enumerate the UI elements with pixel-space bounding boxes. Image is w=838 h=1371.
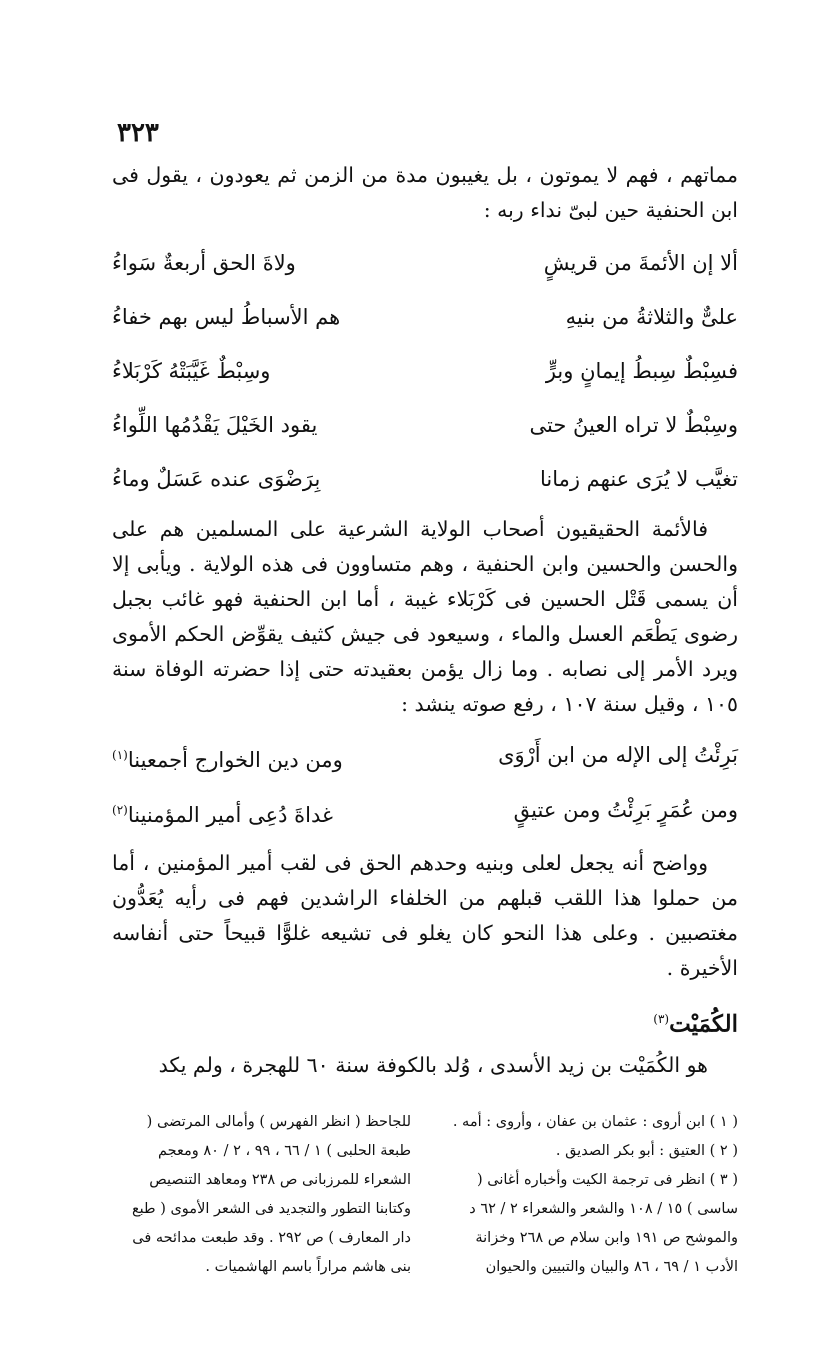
section-heading xyxy=(112,996,738,1048)
verse-line xyxy=(112,398,738,452)
intro-paragraph: مماتهم ، فهم لا يموتون ، بل يغيبون مدة من الزمن ثم يعودون ، يقول فى ابن الحنفية حين لبىّ نداء ربه : xyxy=(112,163,738,222)
footnotes xyxy=(112,1108,738,1282)
hemistich: علىٌّ والثلاثةُ من بنيهِ xyxy=(565,305,738,329)
hemistich xyxy=(438,785,738,840)
page-number: ٣٢٣ xyxy=(117,118,159,148)
hemistich: وسِبْطٌ لا تراه العينُ حتى xyxy=(529,413,738,437)
footnotes-left-column xyxy=(112,1108,411,1282)
hemistich xyxy=(112,785,412,840)
hemistich: وسِبْطٌ غَيَّبَتْهُ كَرْبَلاءُ xyxy=(112,359,271,383)
main-text xyxy=(112,158,738,1083)
footnote: ( ١ ) ابن أروى : عثمان بن عفان ، وأروى : أمه . xyxy=(452,1114,738,1130)
footnote: ( ٣ ) انظر فى ترجمة الكيت وأخباره أغانى ( ساسى ) ١٥ / ١٠٨ والشعر والشعراء ٢ / ٦٢ د والموشح ص ١٩١ وابن سلام ص ٢٦٨ وخزانة الأدب ١ / ٦٩ ، ٨٦ والبيان والتبيين والحيوان xyxy=(469,1172,738,1275)
footnote-ref: (١) xyxy=(112,748,128,762)
hemistich: ألا إن الأئمةَ من قريشٍ xyxy=(543,251,738,275)
hemistich: تغيَّب لا يُرَى عنهم زمانا xyxy=(539,467,738,491)
paragraph-commander: وواضح أنه يجعل لعلى وبنيه وحدهم الحق فى لقب أمير المؤمنين ، أما من حملوا هذا اللقب قبلهم من الخلفاء الراشدين فهم فى رأيه يُعَدُّون مغتصبين . وعلى هذا النحو كان يغلو فى تشيعه غلوًّا قبيحاً حتى أنفاسه الأخيرة . xyxy=(112,851,738,980)
hemistich: ولاةَ الحق أربعةٌ سَواءُ xyxy=(112,251,296,275)
hemistich-text: ومن دين الخوارج أجمعينا xyxy=(127,748,343,772)
hemistich xyxy=(112,730,412,785)
hemistich: يقود الخَيْلَ يَقْدُمُها اللِّواءُ xyxy=(112,413,318,437)
hemistich: فسِبْطٌ سِبطُ إيمانٍ وبرٍّ xyxy=(545,359,738,383)
footnote-continued: للجاحظ ( انظر الفهرس ) وأمالى المرتضى ( طبعة الحلبى ) ١ / ٦٦ ، ٩٩ ، ٢ / ٨٠ ومعجم الشعراء للمرزبانى ص ٢٣٨ ومعاهد التنصيص وكتابنا التطور والتجديد فى الشعر الأموى ( طبع دار المعارف ) ص ٢٩٢ . وقد طبعت مدائحه فى بنى هاشم مراراً باسم الهاشميات . xyxy=(131,1114,411,1275)
heading-text: الكُمَيْت xyxy=(669,1010,738,1038)
verse-line xyxy=(112,452,738,506)
verse-line xyxy=(112,730,738,785)
footnotes-right-column xyxy=(439,1108,738,1282)
footnote: ( ٢ ) العتيق : أبو بكر الصديق . xyxy=(555,1143,738,1159)
hemistich xyxy=(438,730,738,785)
hemistich-text: ومن عُمَرٍ بَرِئْتُ ومن عتيقٍ xyxy=(513,798,738,822)
hemistich-text: غداةَ دُعِى أمير المؤمنينا xyxy=(127,803,333,827)
verse-line xyxy=(112,290,738,344)
hemistich-text: بَرِئْتُ إلى الإله من ابن أَرْوَى xyxy=(498,743,738,767)
verse-line xyxy=(112,236,738,290)
footnote-ref: (٢) xyxy=(112,803,128,817)
poem-second xyxy=(112,730,738,840)
paragraph-kumayt: هو الكُمَيْت بن زيد الأسدى ، وُلد بالكوفة سنة ٦٠ للهجرة ، ولم يكد xyxy=(158,1052,708,1077)
verse-line xyxy=(112,344,738,398)
poem-first xyxy=(112,236,738,506)
hemistich: بِرَضْوَى عنده عَسَلٌ وماءُ xyxy=(112,467,321,491)
paragraph-imams: فالأئمة الحقيقيون أصحاب الولاية الشرعية على المسلمين هم على والحسن والحسين وابن الحنفية ، وهم متساوون فى هذه الولاية . ويأبى إلا أن يسمى قَتْل الحسين فى كَرْبَلاء غيبة ، أما ابن الحنفية فهو غائب بجبل رضوى يَطْعَم العسل والماء ، وسيعود فى جيش كثيف يقوِّض الحكم الأموى ويرد الأمر إلى نصابه . وما زال يؤمن بعقيدته حتى إذا حضرته الوفاة سنة ١٠٥ ، وقيل سنة ١٠٧ ، رفع صوته ينشد : xyxy=(112,517,738,716)
footnote-ref: (٣) xyxy=(653,1012,670,1026)
verse-line xyxy=(112,785,738,840)
hemistich: هم الأسباطُ ليس بهم خفاءُ xyxy=(112,305,341,329)
